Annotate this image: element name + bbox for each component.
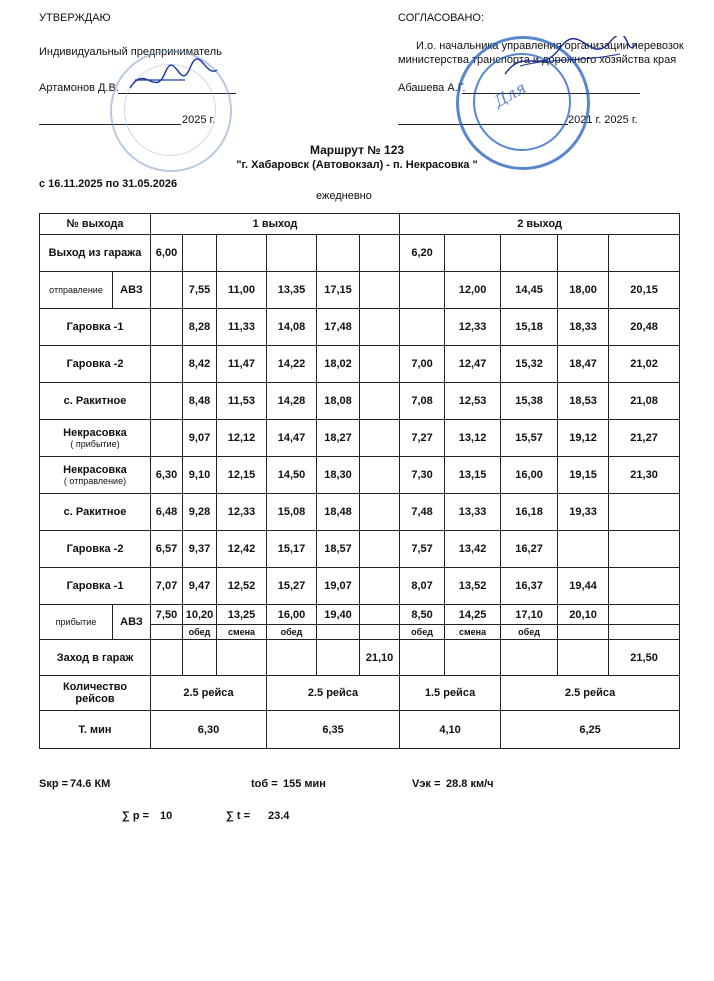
cell: 15,18 [501, 309, 558, 346]
stop-label [40, 383, 151, 420]
cell: 11,00 [217, 272, 267, 309]
cell: 16,27 [501, 531, 558, 568]
cell: 11,53 [217, 383, 267, 420]
cell: 18,47 [558, 346, 609, 383]
cell: 21,08 [609, 383, 680, 420]
cell: 21,30 [609, 457, 680, 494]
note-cell [151, 625, 183, 640]
cell: 19,40 [317, 605, 360, 625]
sum-p-value: 10 [160, 810, 173, 822]
cell [360, 531, 400, 568]
row-garage-exit [40, 235, 680, 272]
cell: 9,47 [183, 568, 217, 605]
row-tmin [40, 711, 680, 749]
cell [360, 309, 400, 346]
garage-exit-label: Выход из гаража [40, 235, 151, 272]
table-row [40, 383, 680, 420]
note-cell: обед [267, 625, 317, 640]
note-cell: обед [183, 625, 217, 640]
header-exit-2: 2 выход [400, 214, 680, 235]
tmin-2: 6,35 [267, 711, 400, 749]
cell: 18,30 [317, 457, 360, 494]
cell: 17,15 [317, 272, 360, 309]
stop-sub: ( прибытие) [70, 439, 120, 449]
cell: 15,27 [267, 568, 317, 605]
cell: 14,28 [267, 383, 317, 420]
cell: 19,07 [317, 568, 360, 605]
cell: 18,02 [317, 346, 360, 383]
approve-position: Индивидуальный предприниматель [39, 46, 222, 58]
sum-t-value: 23.4 [268, 810, 290, 822]
cell: 7,08 [400, 383, 445, 420]
stop-label [40, 346, 151, 383]
departure-label: отправление [40, 272, 113, 309]
cell [151, 346, 183, 383]
note-cell: обед [400, 625, 445, 640]
cell: 9,07 [183, 420, 217, 457]
stop-name: Гаровка -1 [66, 580, 124, 592]
cell: 14,50 [267, 457, 317, 494]
cell: 12,33 [217, 494, 267, 531]
tmin-3: 4,10 [400, 711, 501, 749]
agree-signature [500, 36, 640, 82]
cell: 8,07 [400, 568, 445, 605]
cell: 11,47 [217, 346, 267, 383]
cell: 8,28 [183, 309, 217, 346]
stop-name: Некрасовка [63, 427, 127, 439]
cell: 14,25 [445, 605, 501, 625]
cell: 12,00 [445, 272, 501, 309]
cell: 9,37 [183, 531, 217, 568]
cell: 18,53 [558, 383, 609, 420]
cell: 6,30 [151, 457, 183, 494]
cell: 13,33 [445, 494, 501, 531]
trips-2: 2.5 рейса [267, 676, 400, 711]
table-row [40, 309, 680, 346]
cell: 13,35 [267, 272, 317, 309]
agree-name: Абашева А.Г. [398, 82, 466, 94]
schedule-table [39, 213, 680, 749]
approve-signature [125, 58, 220, 98]
cell [609, 605, 680, 625]
tmin-4: 6,25 [501, 711, 680, 749]
tmin-label: Т. мин [40, 711, 151, 749]
cell: 18,00 [558, 272, 609, 309]
cell: 18,48 [317, 494, 360, 531]
table-row [40, 457, 680, 494]
cell [360, 457, 400, 494]
cell: 12,33 [445, 309, 501, 346]
cell: 19,44 [558, 568, 609, 605]
cell: 16,37 [501, 568, 558, 605]
cell: 6,48 [151, 494, 183, 531]
arrival-stop: АВЗ [113, 605, 151, 640]
vek-value: 28.8 км/ч [446, 778, 494, 790]
stop-label [40, 494, 151, 531]
stop-name: Гаровка -2 [66, 358, 124, 370]
skr-label: Sкр = [39, 778, 69, 790]
cell [609, 494, 680, 531]
row-arrival [40, 605, 680, 625]
stop-sub: ( отправление) [63, 476, 127, 486]
cell: 14,45 [501, 272, 558, 309]
cell: 20,10 [558, 605, 609, 625]
cell: 16,00 [267, 605, 317, 625]
cell: 7,48 [400, 494, 445, 531]
cell: 7,57 [400, 531, 445, 568]
vek-label: Vэк = [412, 778, 441, 790]
skr-value: 74.6 КМ [70, 778, 111, 790]
stop-name: Гаровка -1 [66, 321, 124, 333]
stop-name: Гаровка -2 [66, 543, 124, 555]
cell: 13,42 [445, 531, 501, 568]
approve-year: 2025 г. [182, 114, 216, 126]
sum-p-label: ∑ р = [122, 810, 150, 822]
cell: 13,15 [445, 457, 501, 494]
cell [400, 272, 445, 309]
note-cell [317, 625, 360, 640]
route-name: "г. Хабаровск (Автовокзал) - п. Некрасовка " [236, 159, 478, 171]
cell: 7,00 [400, 346, 445, 383]
row-departure [40, 272, 680, 309]
stop-label [40, 420, 151, 457]
cell: 10,20 [183, 605, 217, 625]
garage-entry-2: 21,50 [609, 640, 680, 676]
cell: 15,17 [267, 531, 317, 568]
arrival-label: прибытие [40, 605, 113, 640]
table-row [40, 494, 680, 531]
note-cell [609, 625, 680, 640]
garage-entry-label: Заход в гараж [40, 640, 151, 676]
cell: 16,00 [501, 457, 558, 494]
agree-position-line2: министерства транспорта и дорожного хозяйства края [398, 54, 677, 66]
approve-name: Артамонов Д.В. [39, 82, 119, 94]
cell: 20,48 [609, 309, 680, 346]
cell: 9,10 [183, 457, 217, 494]
cell [360, 272, 400, 309]
cell: 7,07 [151, 568, 183, 605]
cell [609, 568, 680, 605]
table-header-row [40, 214, 680, 235]
tmin-1: 6,30 [151, 711, 267, 749]
approve-title: УТВЕРЖДАЮ [39, 12, 111, 24]
cell [151, 272, 183, 309]
cell [400, 309, 445, 346]
cell: 16,18 [501, 494, 558, 531]
cell: 13,12 [445, 420, 501, 457]
trips-3: 1.5 рейса [400, 676, 501, 711]
table-row [40, 568, 680, 605]
cell: 14,47 [267, 420, 317, 457]
cell: 15,57 [501, 420, 558, 457]
cell: 15,32 [501, 346, 558, 383]
route-frequency: ежедневно [316, 190, 372, 202]
cell: 7,50 [151, 605, 183, 625]
note-cell: смена [445, 625, 501, 640]
cell: 19,15 [558, 457, 609, 494]
cell: 15,38 [501, 383, 558, 420]
cell [360, 494, 400, 531]
cell: 11,33 [217, 309, 267, 346]
row-trips [40, 676, 680, 711]
header-exit-number: № выхода [40, 214, 151, 235]
agree-year: 2021 г. 2025 г. [568, 114, 638, 126]
stop-label [40, 457, 151, 494]
cell: 12,52 [217, 568, 267, 605]
stop-name: с. Ракитное [63, 395, 127, 407]
cell: 19,12 [558, 420, 609, 457]
agree-title: СОГЛАСОВАНО: [398, 12, 485, 24]
table-row [40, 531, 680, 568]
cell: 18,57 [317, 531, 360, 568]
cell [151, 420, 183, 457]
stop-label [40, 568, 151, 605]
table-row [40, 420, 680, 457]
cell [609, 531, 680, 568]
tob-label: tоб = [251, 778, 278, 790]
cell: 12,15 [217, 457, 267, 494]
trips-label: Количество рейсов [40, 676, 151, 711]
cell: 18,33 [558, 309, 609, 346]
cell: 18,27 [317, 420, 360, 457]
cell: 13,25 [217, 605, 267, 625]
agree-position-line1: И.о. начальника управления организации перевозок [416, 40, 684, 52]
cell: 12,42 [217, 531, 267, 568]
cell: 9,28 [183, 494, 217, 531]
cell: 21,02 [609, 346, 680, 383]
cell: 15,08 [267, 494, 317, 531]
garage-exit-2: 6,20 [400, 235, 445, 272]
cell: 13,52 [445, 568, 501, 605]
stop-label [40, 309, 151, 346]
cell: 17,10 [501, 605, 558, 625]
cell: 14,22 [267, 346, 317, 383]
note-cell: смена [217, 625, 267, 640]
cell: 18,08 [317, 383, 360, 420]
cell: 19,33 [558, 494, 609, 531]
table-row [40, 346, 680, 383]
cell: 8,48 [183, 383, 217, 420]
cell [558, 531, 609, 568]
stop-label [40, 531, 151, 568]
agree-stamp-word: Для [490, 77, 530, 112]
header-exit-1: 1 выход [151, 214, 400, 235]
cell [360, 420, 400, 457]
cell: 6,57 [151, 531, 183, 568]
note-cell [360, 625, 400, 640]
cell: 7,27 [400, 420, 445, 457]
cell: 7,30 [400, 457, 445, 494]
row-garage-entry [40, 640, 680, 676]
cell [151, 309, 183, 346]
cell: 12,12 [217, 420, 267, 457]
trips-4: 2.5 рейса [501, 676, 680, 711]
route-title: Маршрут № 123 [309, 143, 405, 157]
cell: 14,08 [267, 309, 317, 346]
garage-entry-1: 21,10 [360, 640, 400, 676]
cell: 8,42 [183, 346, 217, 383]
cell [360, 383, 400, 420]
tob-value: 155 мин [283, 778, 326, 790]
cell: 12,53 [445, 383, 501, 420]
cell: 20,15 [609, 272, 680, 309]
cell: 8,50 [400, 605, 445, 625]
stop-name: Некрасовка [63, 464, 127, 476]
cell: 21,27 [609, 420, 680, 457]
cell [151, 383, 183, 420]
cell [360, 346, 400, 383]
cell [360, 605, 400, 625]
trips-1: 2.5 рейса [151, 676, 267, 711]
note-cell: обед [501, 625, 558, 640]
departure-stop: АВЗ [113, 272, 151, 309]
route-period: с 16.11.2025 по 31.05.2026 [39, 178, 178, 190]
sum-t-label: ∑ t = [226, 810, 251, 822]
cell [360, 568, 400, 605]
stop-name: с. Ракитное [63, 506, 127, 518]
note-cell [558, 625, 609, 640]
cell: 12,47 [445, 346, 501, 383]
cell: 7,55 [183, 272, 217, 309]
garage-exit-1: 6,00 [151, 235, 183, 272]
cell: 17,48 [317, 309, 360, 346]
